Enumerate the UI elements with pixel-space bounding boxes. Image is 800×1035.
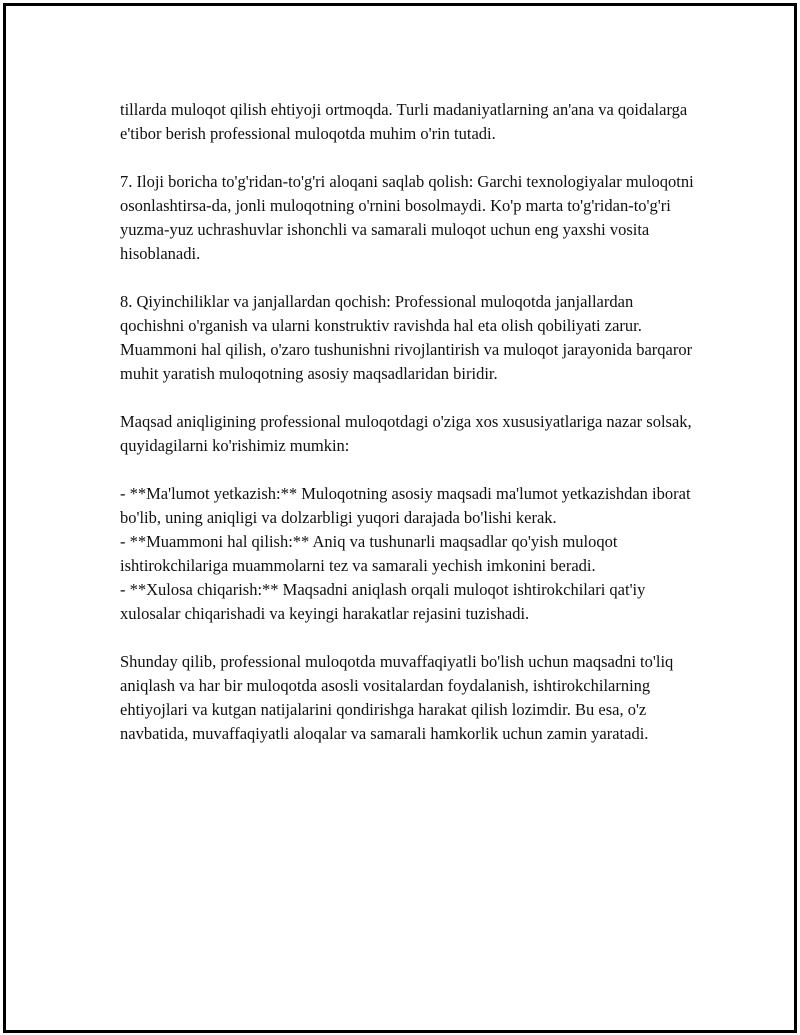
bullet-item: - **Xulosa chiqarish:** Maqsadni aniqlash orqali muloqot ishtirokchilari qat'iy xulosalar chiqarishadi va keyingi harakatlar rejasini tuzishadi. <box>120 580 646 623</box>
bullet-list <box>120 482 700 626</box>
paragraph-point-8: 8. Qiyinchiliklar va janjallardan qochish: Professional muloqotda janjallardan qochishni o'rganish va ularni konstruktiv ravishda hal eta olish qobiliyati zarur. Muammoni hal qilish, o'zaro tushunishni rivojlantirish va muloqot jarayonida barqaror muhit yaratish muloqotning asosiy maqsadlaridan biridir. <box>120 292 693 383</box>
paragraph-continuation: tillarda muloqot qilish ehtiyoji ortmoqda. Turli madaniyatlarning an'ana va qoidalarga e'tibor berish professional muloqotda muhim o'rin tutadi. <box>120 100 688 143</box>
document-body <box>120 98 700 770</box>
page-frame <box>3 3 797 1033</box>
bullet-item: - **Ma'lumot yetkazish:** Muloqotning asosiy maqsadi ma'lumot yetkazishdan iborat bo'lib, uning aniqligi va dolzarbligi yuqori darajada bo'lishi kerak. <box>120 484 691 527</box>
paragraph-point-7: 7. Iloji boricha to'g'ridan-to'g'ri aloqani saqlab qolish: Garchi texnologiyalar muloqotni osonlashtirsa-da, jonli muloqotning o'rnini bosolmaydi. Ko'p marta to'g'ridan-to'g'ri yuzma-yuz uchrashuvlar ishonchli va samarali muloqot uchun eng yaxshi vosita hisoblanadi. <box>120 172 694 263</box>
paragraph-conclusion: Shunday qilib, professional muloqotda muvaffaqiyatli bo'lish uchun maqsadni to'liq aniqlash va har bir muloqotda asosli vositalardan foydalanish, ishtirokchilarning ehtiyojlari va kutgan natijalarini qondirishga harakat qilish lozimdir. Bu esa, o'z navbatida, muvaffaqiyatli aloqalar va samarali hamkorlik uchun zamin yaratadi. <box>120 652 674 743</box>
paragraph-intro-features: Maqsad aniqligining professional muloqotdagi o'ziga xos xususiyatlariga nazar solsak, quyidagilarni ko'rishimiz mumkin: <box>120 412 692 455</box>
bullet-item: - **Muammoni hal qilish:** Aniq va tushunarli maqsadlar qo'yish muloqot ishtirokchilariga muammolarni tez va samarali yechish imkonini beradi. <box>120 532 618 575</box>
